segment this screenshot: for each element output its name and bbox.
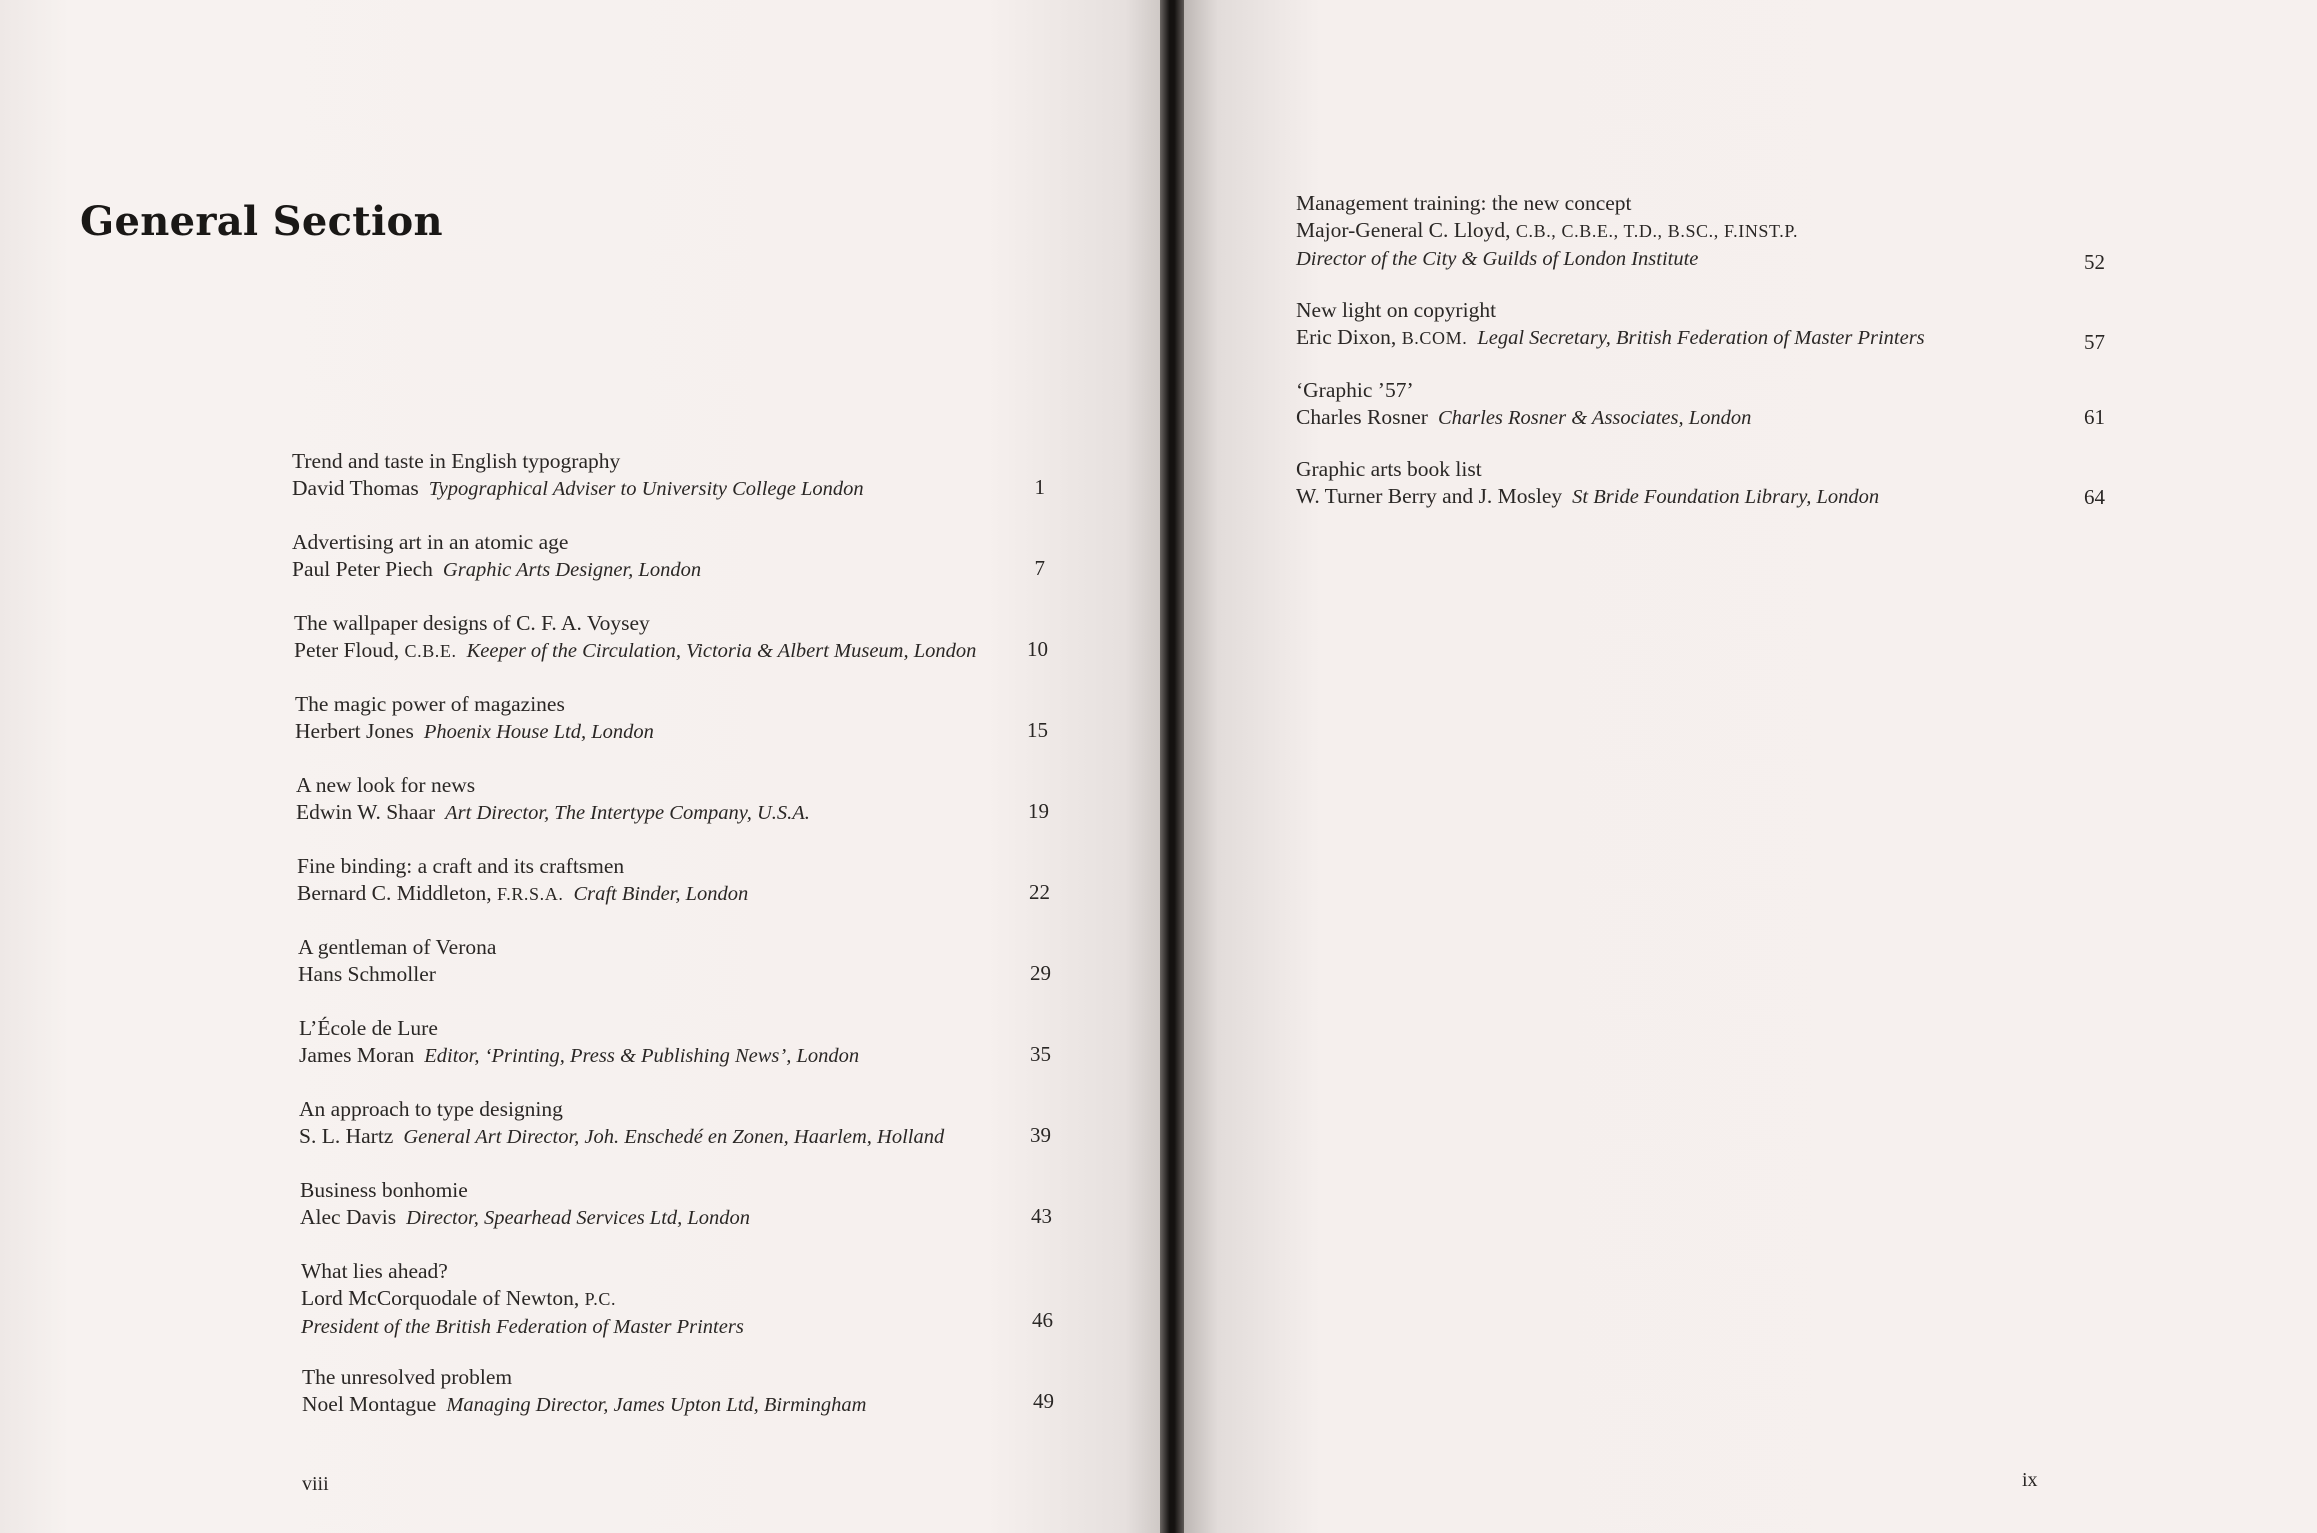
entry-affiliation: Director of the City & Guilds of London Institute [1296, 248, 1699, 270]
entry-page-number: 19 [1028, 799, 1049, 823]
entry-affiliation: Phoenix House Ltd, London [423, 721, 654, 743]
entry-affiliation: St Bride Foundation Library, London [1572, 486, 1880, 508]
entry-page-number: 1 [1034, 475, 1045, 499]
entry-author: Major-General C. Lloyd, [1296, 218, 1511, 242]
entry-credentials: B.COM. [1401, 328, 1468, 348]
entry-title: The magic power of magazines [295, 692, 565, 716]
entry-page-number: 61 [2084, 405, 2105, 429]
entry-author: Noel Montague [302, 1392, 437, 1416]
entry-page-number: 29 [1030, 961, 1051, 985]
entry-affiliation: Director, Spearhead Services Ltd, London [406, 1207, 751, 1229]
entry-title: Fine binding: a craft and its craftsmen [297, 854, 625, 878]
entry-affiliation: Editor, ‘Printing, Press & Publishing News’, London [424, 1045, 860, 1067]
toc-entry [296, 772, 810, 827]
entry-page-number: 39 [1030, 1123, 1051, 1147]
entry-author: Bernard C. Middleton, [297, 881, 492, 905]
entry-affiliation: Managing Director, James Upton Ltd, Birmingham [446, 1394, 867, 1416]
entry-author: W. Turner Berry and J. Mosley [1296, 484, 1563, 508]
entry-page-number: 35 [1030, 1042, 1051, 1066]
entry-affiliation: Craft Binder, London [573, 883, 749, 905]
toc-entry [1296, 377, 1751, 432]
entry-page-number: 52 [2084, 250, 2105, 274]
entry-author: Hans Schmoller [298, 962, 436, 986]
toc-entry [292, 529, 701, 584]
entry-author: Alec Davis [300, 1205, 397, 1229]
toc-entry [1296, 297, 1925, 352]
entry-title: Business bonhomie [300, 1178, 468, 1202]
entry-title: ‘Graphic ’57’ [1296, 378, 1414, 402]
entry-author: Herbert Jones [295, 719, 414, 743]
entry-title: New light on copyright [1296, 298, 1497, 322]
entry-title: An approach to type designing [299, 1097, 563, 1121]
entry-affiliation: Art Director, The Intertype Company, U.S.A. [445, 802, 810, 824]
entry-affiliation: President of the British Federation of Master Printers [301, 1316, 744, 1338]
entry-title: The unresolved problem [302, 1365, 513, 1389]
entry-author: Peter Floud, [294, 638, 400, 662]
toc-entry [299, 1096, 944, 1151]
entry-page-number: 49 [1033, 1389, 1054, 1413]
entry-page-number: 10 [1027, 637, 1048, 661]
entry-page-number: 46 [1032, 1308, 1053, 1332]
entry-author: James Moran [299, 1043, 415, 1067]
entry-page-number: 15 [1027, 718, 1048, 742]
entry-title: A gentleman of Verona [298, 935, 497, 959]
entry-credentials: C.B., C.B.E., T.D., B.SC., F.INST.P. [1515, 221, 1799, 241]
section-title: General Section [80, 198, 443, 245]
toc-entry [1296, 456, 1879, 511]
entry-page-number: 7 [1034, 556, 1045, 580]
toc-entry [298, 934, 496, 988]
entry-page-number: 22 [1029, 880, 1050, 904]
entry-title: The wallpaper designs of C. F. A. Voysey [294, 611, 650, 635]
toc-entry [1296, 190, 1798, 273]
entry-affiliation: Charles Rosner & Associates, London [1437, 407, 1752, 429]
entry-credentials: P.C. [584, 1289, 617, 1309]
page-folio: ix [2022, 1469, 2038, 1491]
entry-title: Management training: the new concept [1296, 191, 1632, 215]
entry-affiliation: Legal Secretary, British Federation of Master Printers [1477, 327, 1925, 349]
entry-page-number: 64 [2084, 485, 2105, 509]
entry-author: S. L. Hartz [299, 1124, 394, 1148]
entry-title: What lies ahead? [301, 1259, 448, 1283]
entry-page-number: 43 [1031, 1204, 1052, 1228]
entry-title: A new look for news [296, 773, 476, 797]
entry-credentials: F.R.S.A. [497, 884, 564, 904]
toc-entry [302, 1364, 866, 1419]
entry-author: Edwin W. Shaar [296, 800, 436, 824]
toc-entry [299, 1015, 859, 1070]
toc-entry [295, 691, 654, 746]
entry-author: Lord McCorquodale of Newton, [301, 1286, 580, 1310]
toc-entry [300, 1177, 750, 1232]
entry-title: Graphic arts book list [1296, 457, 1482, 481]
toc-entry [294, 610, 976, 665]
toc-entry [292, 448, 864, 503]
entry-author: David Thomas [292, 476, 419, 500]
book-gutter [1160, 0, 1184, 1533]
entry-affiliation: Graphic Arts Designer, London [442, 559, 702, 581]
entry-author: Eric Dixon, [1296, 325, 1397, 349]
entry-page-number: 57 [2084, 330, 2105, 354]
entry-title: Advertising art in an atomic age [292, 530, 569, 554]
page-folio: viii [302, 1473, 329, 1495]
entry-affiliation: Typographical Adviser to University College London [428, 478, 864, 500]
entry-title: Trend and taste in English typography [292, 449, 621, 473]
entry-author: Charles Rosner [1296, 405, 1428, 429]
entry-credentials: C.B.E. [404, 641, 457, 661]
right-page [1184, 0, 2317, 1533]
entry-title: L’École de Lure [299, 1016, 438, 1040]
entry-affiliation: Keeper of the Circulation, Victoria & Albert Museum, London [466, 640, 977, 662]
entry-author: Paul Peter Piech [292, 557, 433, 581]
toc-entry [297, 853, 748, 908]
entry-affiliation: General Art Director, Joh. Enschedé en Zonen, Haarlem, Holland [403, 1126, 945, 1148]
toc-entry [301, 1258, 744, 1341]
